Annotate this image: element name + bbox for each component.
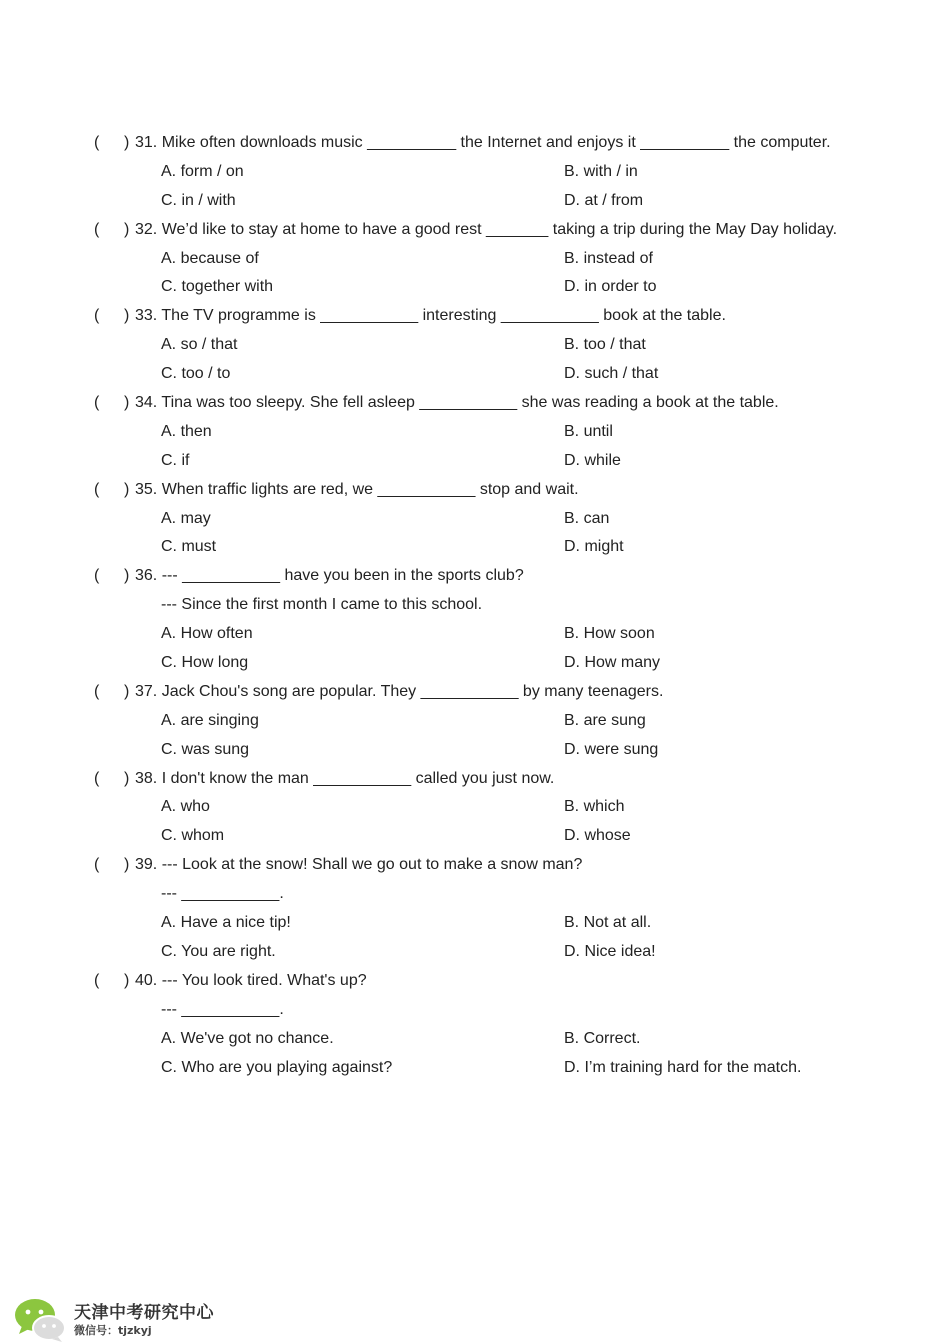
- dialogue-line: [0, 880, 950, 909]
- option-c: C. Who are you playing against?: [161, 1058, 393, 1076]
- question-stem: 39. --- Look at the snow! Shall we go out to make a snow man?: [135, 856, 583, 874]
- answer-blank-close: ): [124, 856, 130, 874]
- question-stem-line: [0, 216, 950, 245]
- option-row: [0, 938, 950, 967]
- option-row: [0, 707, 950, 736]
- option-b: B. are sung: [564, 711, 646, 729]
- answer-blank-close: ): [124, 394, 130, 412]
- question-stem-line: [0, 129, 950, 158]
- option-a: A. so / that: [161, 336, 238, 354]
- option-c: C. was sung: [161, 740, 250, 758]
- option-a: A. then: [161, 422, 212, 440]
- option-a: A. We've got no chance.: [161, 1029, 334, 1047]
- option-a: A. Have a nice tip!: [161, 914, 291, 932]
- option-c: C. You are right.: [161, 942, 276, 960]
- option-row: [0, 736, 950, 765]
- question-block: [0, 851, 950, 967]
- option-a: A. are singing: [161, 711, 259, 729]
- answer-blank-open: (: [94, 220, 100, 238]
- answer-blank-open: (: [94, 394, 100, 412]
- option-row: [0, 620, 950, 649]
- option-a: A. because of: [161, 249, 259, 267]
- question-block: [0, 765, 950, 852]
- question-stem: 36. --- ___________ have you been in the sports club?: [135, 567, 524, 585]
- question-stem-line: [0, 562, 950, 591]
- question-stem-line: [0, 302, 950, 331]
- option-row: [0, 447, 950, 476]
- option-c: C. How long: [161, 654, 249, 672]
- option-row: [0, 331, 950, 360]
- answer-blank-close: ): [124, 769, 130, 787]
- option-b: B. instead of: [564, 249, 653, 267]
- option-row: [0, 187, 950, 216]
- question-stem: 33. The TV programme is ___________ interesting ___________ book at the table.: [135, 307, 726, 325]
- dialogue-text: --- ___________.: [161, 1000, 284, 1018]
- answer-blank-open: (: [94, 480, 100, 498]
- option-row: [0, 533, 950, 562]
- option-b: B. can: [564, 509, 610, 527]
- option-d: D. in order to: [564, 278, 657, 296]
- answer-blank-close: ): [124, 567, 130, 585]
- option-d: D. at / from: [564, 191, 644, 209]
- option-c: C. together with: [161, 278, 274, 296]
- answer-blank-open: (: [94, 682, 100, 700]
- answer-blank-open: (: [94, 971, 100, 989]
- dialogue-text: --- ___________.: [161, 885, 284, 903]
- question-stem: 32. We’d like to stay at home to have a good rest _______ taking a trip during the May Day holiday.: [135, 220, 838, 238]
- answer-blank-close: ): [124, 134, 130, 151]
- dialogue-line: [0, 591, 950, 620]
- option-row: [0, 793, 950, 822]
- answer-blank-open: (: [94, 856, 100, 874]
- option-b: B. with / in: [564, 162, 638, 180]
- question-list: [0, 129, 950, 1082]
- question-block: [0, 216, 950, 303]
- option-a: A. How often: [161, 625, 253, 643]
- option-b: B. How soon: [564, 625, 655, 643]
- question-stem-line: [0, 476, 950, 505]
- option-c: C. whom: [161, 827, 225, 845]
- answer-blank-open: (: [94, 567, 100, 585]
- question-stem: 34. Tina was too sleepy. She fell asleep ___________ she was reading a book at the table.: [135, 394, 779, 412]
- question-stem-line: [0, 765, 950, 794]
- option-row: [0, 822, 950, 851]
- option-d: D. Nice idea!: [564, 942, 656, 960]
- option-row: [0, 1025, 950, 1054]
- option-c: C. too / to: [161, 365, 231, 383]
- option-c: C. in / with: [161, 191, 236, 209]
- question-block: [0, 967, 950, 1083]
- answer-blank-open: (: [94, 134, 100, 151]
- question-stem-line: [0, 967, 950, 996]
- question-stem: 31. Mike often downloads music __________ the Internet and enjoys it __________ the computer.: [135, 134, 831, 151]
- question-stem-line: [0, 678, 950, 707]
- option-d: D. How many: [564, 654, 661, 672]
- question-block: [0, 302, 950, 389]
- wechat-bubble-icon: [14, 1298, 66, 1342]
- option-row: [0, 158, 950, 187]
- dialogue-text: --- Since the first month I came to this school.: [161, 596, 483, 614]
- option-b: B. too / that: [564, 336, 646, 354]
- question-stem: 40. --- You look tired. What's up?: [135, 971, 367, 989]
- answer-blank-open: (: [94, 769, 100, 787]
- question-stem: 35. When traffic lights are red, we ___________ stop and wait.: [135, 480, 579, 498]
- answer-blank-close: ): [124, 682, 130, 700]
- question-stem: 38. I don't know the man ___________ called you just now.: [135, 769, 555, 787]
- option-d: D. such / that: [564, 365, 659, 383]
- option-row: [0, 1054, 950, 1083]
- option-b: B. Not at all.: [564, 914, 652, 932]
- option-row: [0, 360, 950, 389]
- question-stem: 37. Jack Chou's song are popular. They ___________ by many teenagers.: [135, 682, 664, 700]
- dialogue-line: [0, 996, 950, 1025]
- option-row: [0, 649, 950, 678]
- question-stem-line: [0, 851, 950, 880]
- answer-blank-open: (: [94, 307, 100, 325]
- question-block: [0, 129, 950, 216]
- brand-name: 天津中考研究中心: [74, 1303, 214, 1323]
- option-d: D. whose: [564, 827, 631, 845]
- option-d: D. were sung: [564, 740, 659, 758]
- option-c: C. must: [161, 538, 217, 556]
- option-row: [0, 909, 950, 938]
- option-a: A. who: [161, 798, 210, 816]
- question-stem-line: [0, 389, 950, 418]
- option-a: A. may: [161, 509, 211, 527]
- option-b: B. which: [564, 798, 625, 816]
- option-b: B. until: [564, 422, 613, 440]
- option-d: D. might: [564, 538, 624, 556]
- question-block: [0, 389, 950, 476]
- option-row: [0, 418, 950, 447]
- answer-blank-close: ): [124, 480, 130, 498]
- question-block: [0, 562, 950, 678]
- answer-blank-close: ): [124, 971, 130, 989]
- option-row: [0, 505, 950, 534]
- answer-blank-close: ): [124, 307, 130, 325]
- option-a: A. form / on: [161, 162, 244, 180]
- option-row: [0, 273, 950, 302]
- question-block: [0, 476, 950, 563]
- option-row: [0, 245, 950, 274]
- option-d: D. I’m training hard for the match.: [564, 1058, 802, 1076]
- option-c: C. if: [161, 451, 190, 469]
- wechat-id: 微信号：tjzkyj: [74, 1324, 152, 1337]
- option-b: B. Correct.: [564, 1029, 641, 1047]
- option-d: D. while: [564, 451, 621, 469]
- footer-brand: [14, 1296, 314, 1342]
- answer-blank-close: ): [124, 220, 130, 238]
- question-block: [0, 678, 950, 765]
